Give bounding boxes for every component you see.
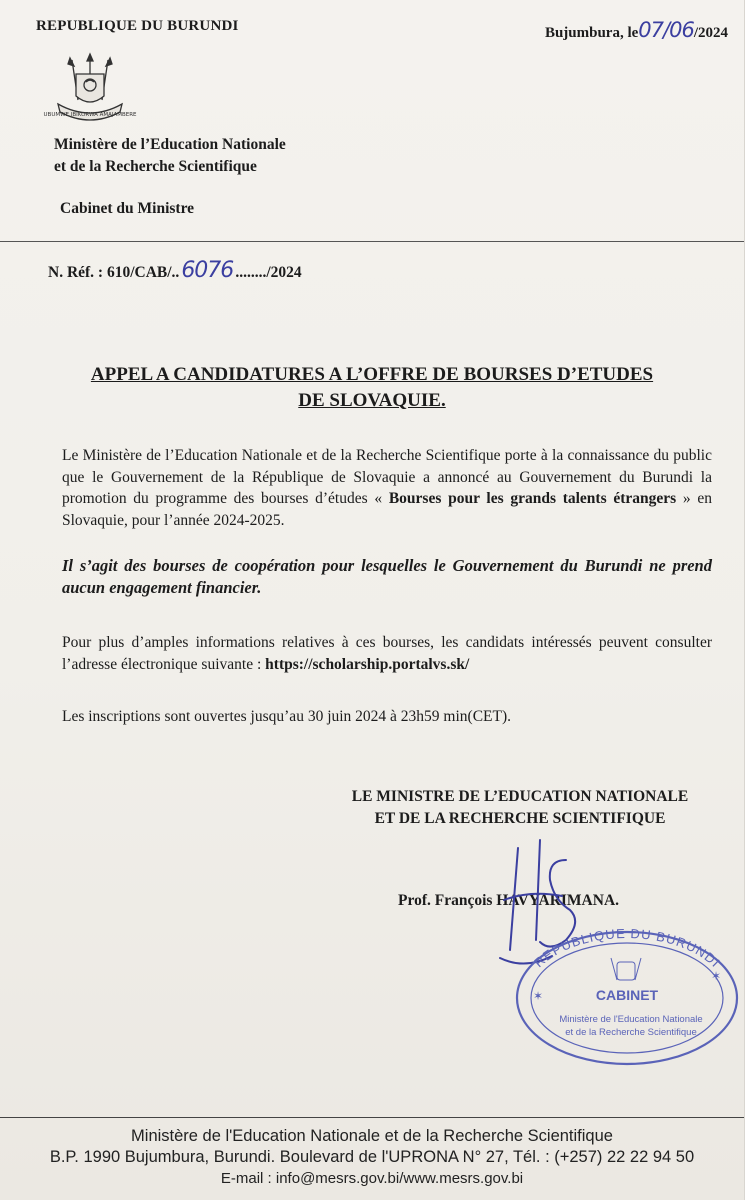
stamp-star-icon: ✶: [711, 969, 722, 983]
paragraph-cooperation-note: Il s’agit des bourses de coopération pour lesquelles le Gouvernement du Burundi ne prend aucun engagement financier.: [62, 556, 712, 597]
paragraph-deadline: Les inscriptions sont ouvertes jusqu’au 30 juin 2024 à 23h59 min(CET).: [62, 708, 512, 725]
signatory-title-line1: LE MINISTRE DE L’EDUCATION NATIONALE: [351, 788, 689, 805]
coat-of-arms-icon: [43, 52, 137, 132]
svg-text:REPUBLIQUE DU BURUNDI: [531, 926, 723, 970]
emblem-motto: UBUMWE IBIKORWA AMAJAMBERE: [43, 112, 137, 118]
cabinet-label: Cabinet du Ministre: [60, 200, 195, 217]
date-year: /2024: [693, 25, 728, 41]
reference-prefix: N. Réf. : 610/CAB/..: [48, 264, 180, 281]
program-name: Bourses pour les grands talents étrangers: [388, 490, 677, 507]
signatory-title-line2: ET DE LA RECHERCHE SCIENTIFIQUE: [374, 810, 666, 827]
stamp-star-icon: ✶: [533, 989, 544, 1003]
stamp-arc-text: REPUBLIQUE DU BURUNDI: [531, 925, 724, 971]
document-title: [0, 362, 744, 414]
paragraph-announcement: Le Ministère de l’Education Nationale et de la Recherche Scientifique porte à la connaissance du public que le Gouvernement de la République de Slovaquie a annoncé au Gouvernement du Burundi la promotion du programme des bourses d’études « Bourses pour les grands talents étrangers » en Slovaquie, pour l’année 2024-2025.: [62, 447, 712, 529]
date-place: Bujumbura, le: [544, 25, 639, 41]
country-header: REPUBLIQUE DU BURUNDI: [36, 18, 239, 34]
header-divider: [0, 241, 744, 242]
stamp-line1: Ministère de l'Education Nationale: [559, 1014, 703, 1025]
ministry-name: [54, 134, 286, 178]
signatory-name: Prof. François HAVYARIMANA.: [398, 892, 620, 909]
ministry-line2: et de la Recherche Scientifique: [54, 158, 257, 175]
paragraph-more-info: Pour plus d’amples informations relatives à ces bourses, les candidats intéressés peuvent consulter l’adresse électronique suivante : https://scholarship.portalvs.sk/: [62, 634, 712, 673]
footer-email[interactable]: E-mail : info@mesrs.gov.bi/www.mesrs.gov.bi: [220, 1170, 524, 1187]
title-line2: DE SLOVAQUIE.: [298, 390, 446, 411]
scholarship-link[interactable]: https://scholarship.portalvs.sk/: [265, 655, 470, 673]
title-line1: APPEL A CANDIDATURES A L’OFFRE DE BOURSES D’ETUDES: [90, 364, 654, 385]
stamp-emblem-icon: [611, 958, 641, 980]
reference-handwritten: 6076: [181, 258, 234, 283]
reference-suffix: ......../2024: [235, 264, 302, 281]
reference-number: [48, 258, 302, 283]
ministry-line1: Ministère de l’Education Nationale: [54, 136, 286, 153]
handwritten-date: 07/06: [638, 18, 694, 42]
stamp-center-text: CABINET: [595, 987, 659, 1003]
signatory-title: [300, 786, 740, 830]
official-stamp: [505, 918, 745, 1068]
date-line: [545, 18, 728, 42]
stamp-line2: et de la Recherche Scientifique: [565, 1027, 697, 1038]
footer-divider: [0, 1117, 744, 1118]
footer-ministry: Ministère de l'Education Nationale et de la Recherche Scientifique: [131, 1127, 613, 1145]
footer-address: B.P. 1990 Bujumbura, Burundi. Boulevard de l'UPRONA N° 27, Tél. : (+257) 22 22 94 50: [49, 1148, 695, 1166]
